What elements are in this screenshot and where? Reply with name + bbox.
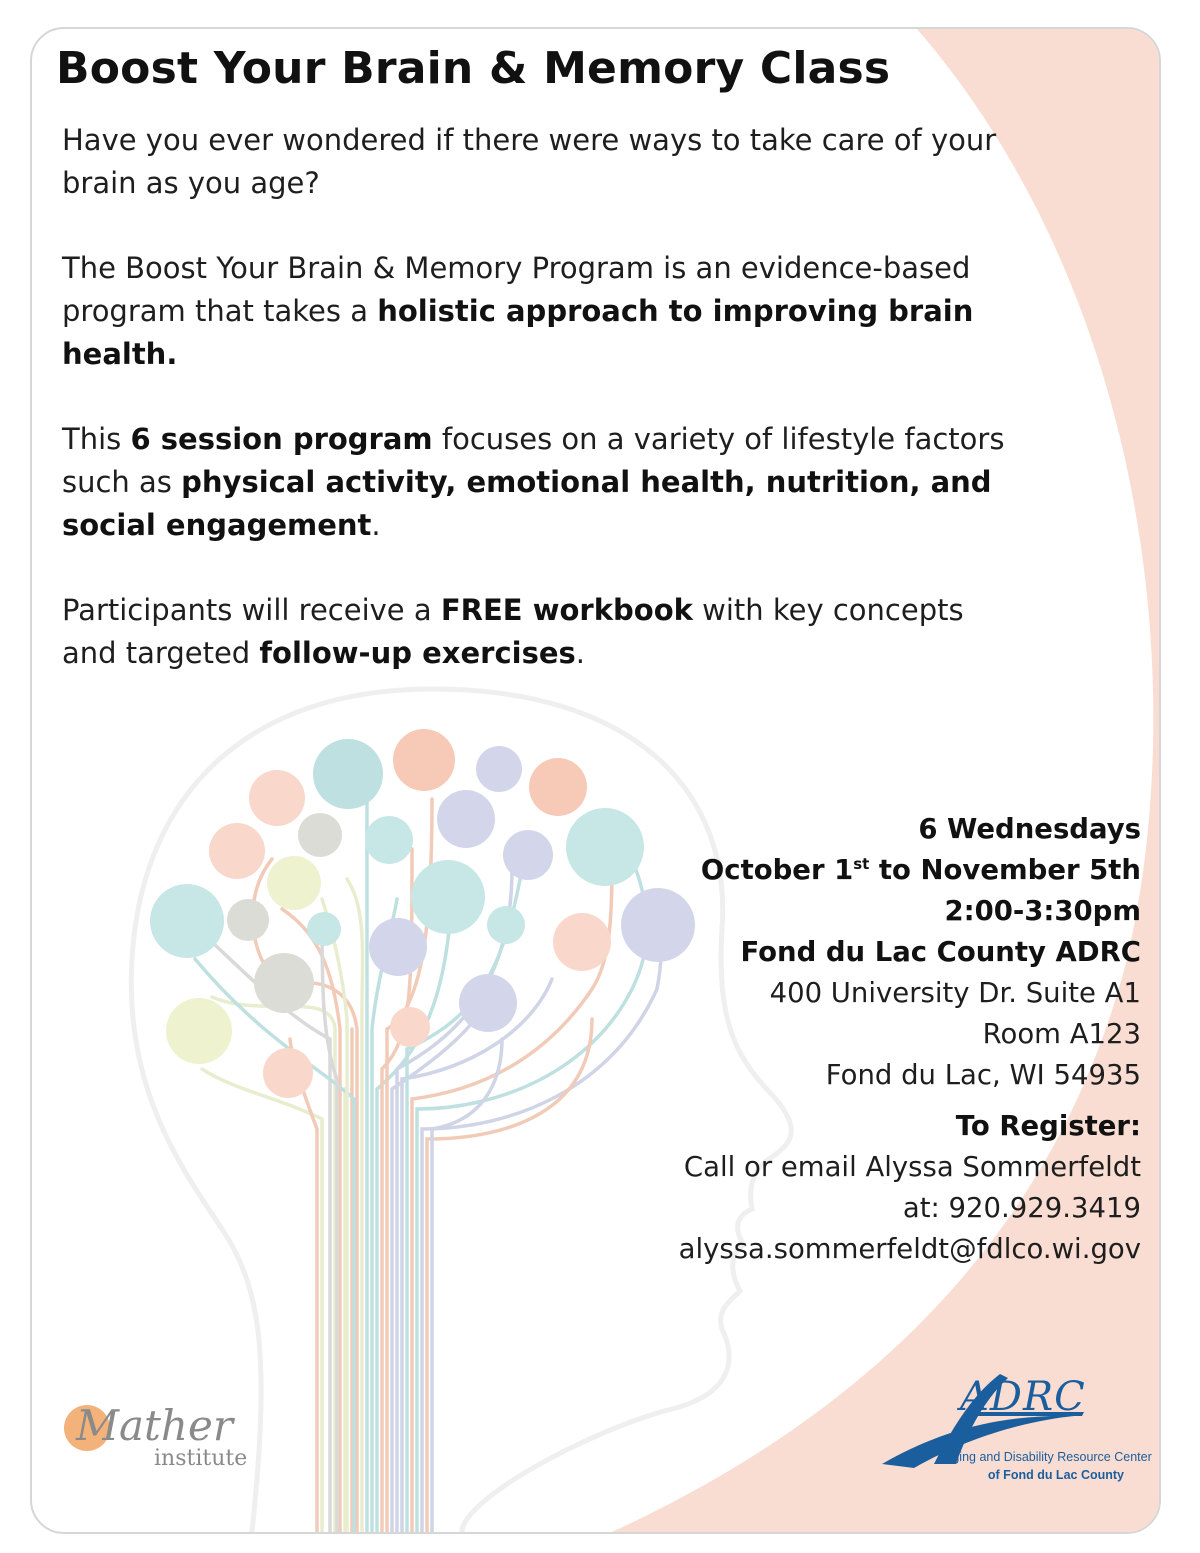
mather-institute-logo — [58, 1399, 258, 1479]
schedule-time: 2:00-3:30pm — [944, 895, 1141, 927]
adrc-logo-line2: of Fond du Lac County — [987, 1468, 1124, 1482]
event-details — [679, 809, 1141, 1270]
location-room: Room A123 — [982, 1018, 1141, 1050]
register-label: To Register: — [955, 1110, 1141, 1142]
intro-paragraph-program: The Boost Your Brain & Memory Program is an evidence-based program that takes a holistic approach to improving brain health. — [62, 251, 974, 371]
adrc-logo-word: ADRC — [960, 1374, 1086, 1420]
register-email[interactable]: alyssa.sommerfeldt@fdlco.wi.gov — [678, 1233, 1141, 1265]
intro-text — [62, 119, 1022, 717]
register-phone[interactable]: at: 920.929.3419 — [902, 1192, 1141, 1224]
spacer — [679, 1096, 1141, 1106]
adrc-logo — [874, 1364, 1152, 1499]
flyer-card — [30, 27, 1161, 1534]
location-name: Fond du Lac County ADRC — [740, 936, 1141, 968]
intro-paragraph-question: Have you ever wondered if there were ways to take care of your brain as you age? — [62, 123, 997, 200]
schedule-days: 6 Wednesdays — [918, 813, 1141, 845]
mather-logo-institute: institute — [154, 1446, 248, 1471]
schedule-dates: October 1st to November 5th — [700, 854, 1141, 886]
mather-logo-script: Mather — [76, 1401, 233, 1450]
location-city: Fond du Lac, WI 54935 — [825, 1059, 1141, 1091]
intro-paragraph-workbook: Participants will receive a FREE workbook with key concepts and targeted follow-up exercises. — [62, 593, 964, 670]
location-address: 400 University Dr. Suite A1 — [769, 977, 1141, 1009]
adrc-logo-line1: Aging and Disability Resource Center — [944, 1450, 1152, 1464]
page-title: Boost Your Brain & Memory Class — [56, 43, 891, 94]
intro-paragraph-sessions: This 6 session program focuses on a variety of lifestyle factors such as physical activity, emotional health, nutrition, and social engagement. — [62, 422, 1005, 542]
register-contact: Call or email Alyssa Sommerfeldt — [683, 1151, 1141, 1183]
